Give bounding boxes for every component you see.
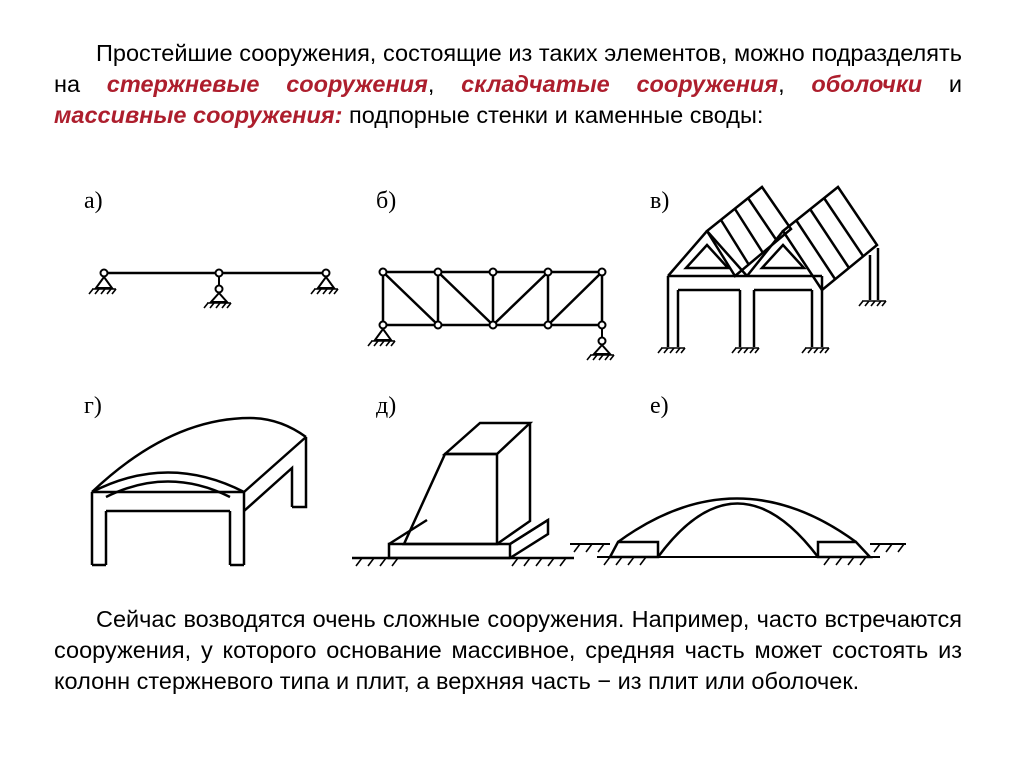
term-shells: оболочки bbox=[811, 71, 923, 97]
figure-label-b: б) bbox=[376, 188, 397, 214]
figure-label-e: е) bbox=[650, 393, 669, 419]
term-massive-structures: массивные сооружения bbox=[54, 102, 335, 128]
truss-structure bbox=[368, 269, 614, 361]
figure-label-d: д) bbox=[376, 393, 397, 419]
arch-vault-structure bbox=[570, 499, 906, 566]
retaining-wall-structure bbox=[352, 423, 574, 566]
intro-paragraph: Простейшие сооружения, состоящие из таких элементов, можно подразделять на стержневые сооружения, складчатые сооружения, оболочки и массивные сооружения: подпорные стенки и каменные своды: bbox=[54, 40, 962, 128]
figure-label-g: г) bbox=[84, 393, 102, 419]
shell-structure bbox=[92, 418, 306, 565]
conclusion-paragraph: Сейчас возводятся очень сложные сооружения. Например, часто встречаются сооружения, у которого основание массивное, средняя часть может состоять из колонн стержневого типа и плит, а верхняя часть − из плит или оболочек. bbox=[54, 606, 962, 694]
figure-label-a: а) bbox=[84, 188, 103, 214]
figure-label-v: в) bbox=[650, 188, 670, 214]
beam-structure bbox=[89, 270, 338, 309]
term-folded-structures: складчатые сооружения bbox=[461, 71, 779, 97]
term-rod-structures: стержневые сооружения bbox=[106, 71, 428, 97]
folded-frame-structure bbox=[658, 187, 886, 353]
